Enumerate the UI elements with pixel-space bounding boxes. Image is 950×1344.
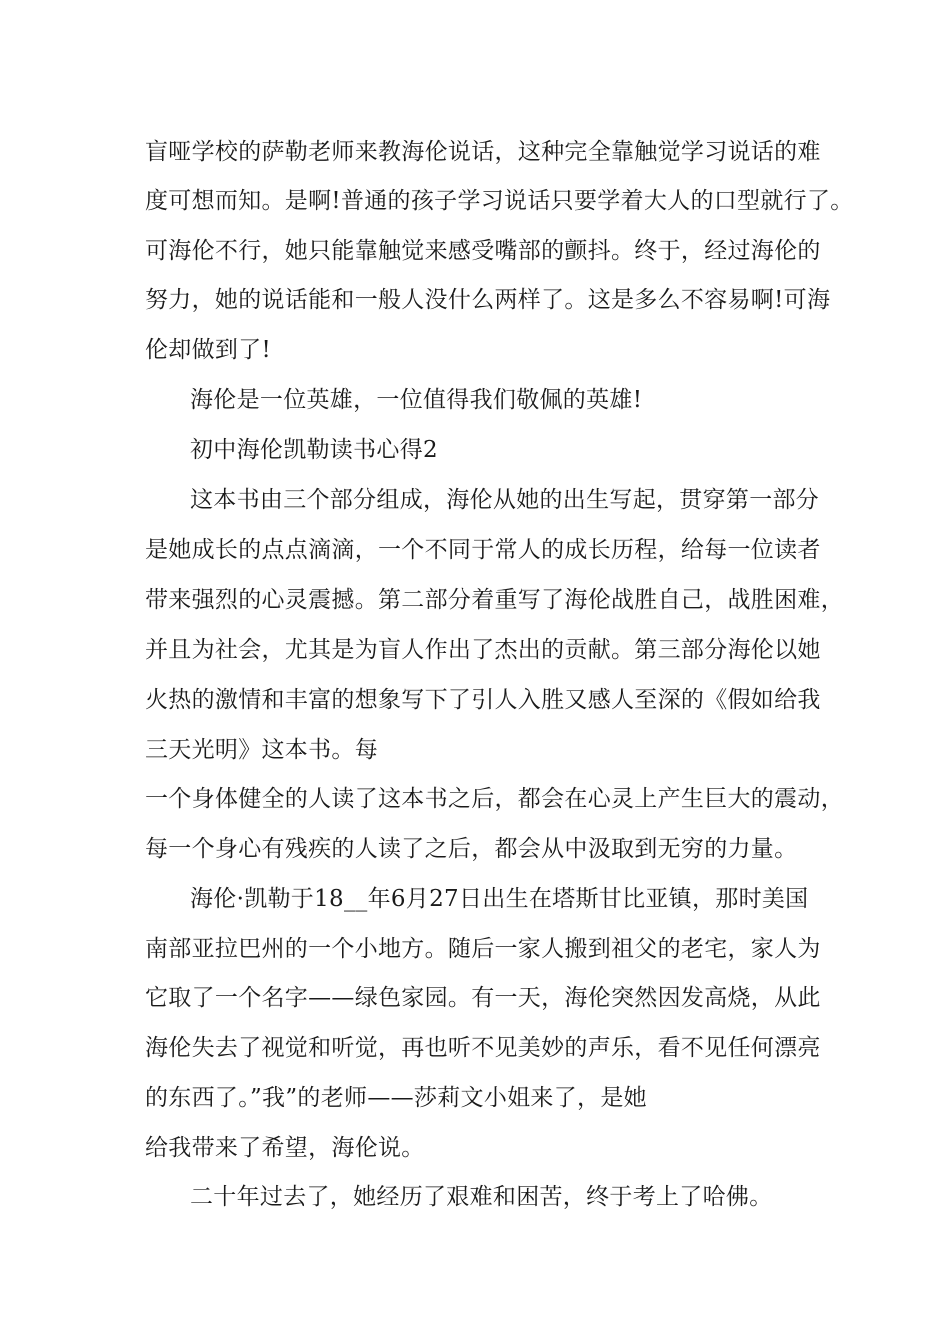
text-line-13: 三天光明》这本书。每 — [145, 737, 378, 763]
text-line-19: 海伦失去了视觉和听觉，再也听不见美妙的声乐，看不见任何漂亮 — [145, 1035, 821, 1061]
text-line-5: 伦却做到了! — [145, 337, 272, 363]
paragraph-hero: 海伦是一位英雄，一位值得我们敬佩的英雄! — [190, 387, 643, 413]
text-line-3: 可海伦不行，她只能靠触觉来感受嘴部的颤抖。终于，经过海伦的 — [145, 238, 821, 264]
text-line-17: 南部亚拉巴州的一个小地方。随后一家人搬到祖父的老宅，家人为 — [145, 936, 821, 962]
text-line-15: 每一个身心有残疾的人读了之后，都会从中汲取到无穷的力量。 — [145, 836, 798, 862]
text-line-9: 是她成长的点点滴滴，一个不同于常人的成长历程，给每一位读者 — [145, 537, 821, 563]
section-heading: 初中海伦凯勒读书心得2 — [190, 437, 438, 463]
text-line-16: 海伦·凯勒于18__年6月27日出生在塔斯甘比亚镇，那时美国 — [190, 886, 809, 912]
text-line-1: 盲哑学校的萨勒老师来教海伦说话，这种完全靠触觉学习说话的难 — [145, 139, 821, 165]
text-line-12: 火热的激情和丰富的想象写下了引人入胜又感人至深的《假如给我 — [145, 687, 821, 713]
text-line-8: 这本书由三个部分组成，海伦从她的出生写起，贯穿第一部分 — [190, 487, 820, 513]
text-line-18: 它取了一个名字——绿色家园。有一天，海伦突然因发高烧，从此 — [145, 985, 821, 1011]
text-line-10: 带来强烈的心灵震撼。第二部分着重写了海伦战胜自己，战胜困难， — [145, 587, 844, 613]
text-line-2: 度可想而知。是啊!普通的孩子学习说话只要学着大人的口型就行了。 — [145, 188, 854, 214]
text-line-4: 努力，她的说话能和一般人没什么两样了。这是多么不容易啊!可海 — [145, 287, 831, 313]
text-line-14: 一个身体健全的人读了这本书之后，都会在心灵上产生巨大的震动， — [145, 786, 844, 812]
text-line-21: 给我带来了希望，海伦说。 — [145, 1135, 425, 1161]
text-line-11: 并且为社会，尤其是为盲人作出了杰出的贡献。第三部分海伦以她 — [145, 637, 821, 663]
text-line-22: 二十年过去了，她经历了艰难和困苦，终于考上了哈佛。 — [190, 1184, 773, 1210]
text-line-20: 的东西了。”我”的老师——莎莉文小姐来了，是她 — [145, 1085, 647, 1111]
